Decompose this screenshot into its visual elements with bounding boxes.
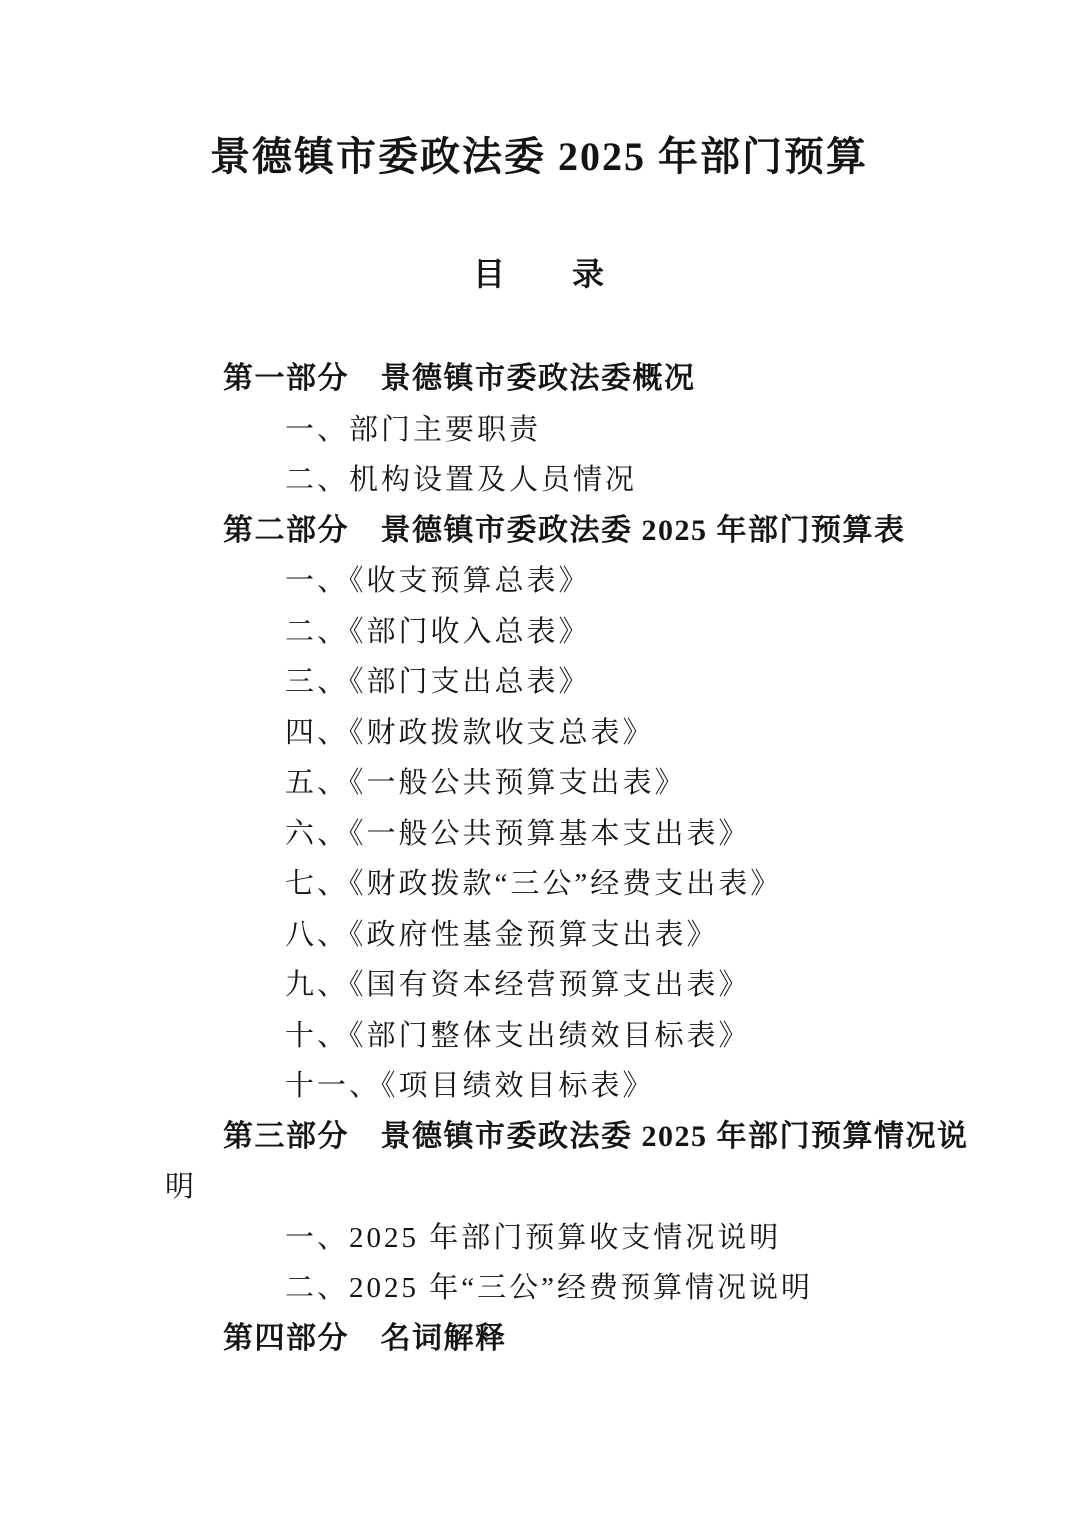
toc-item-2-5: 五、《一般公共预算支出表》 (285, 767, 687, 799)
toc-item-2-3: 三、《部门支出总表》 (285, 666, 591, 698)
toc-item-2-4: 四、《财政拨款收支总表》 (285, 716, 655, 749)
toc-section-part3-line1: 第三部分 景德镇市委政法委 2025 年部门预算情况说 (223, 1119, 969, 1153)
toc-item-2-7: 七、《财政拨款“三公”经费支出表》 (285, 868, 783, 900)
toc-list (165, 354, 969, 1364)
toc-item-3-2: 二、2025 年“三公”经费预算情况说明 (285, 1272, 813, 1304)
toc-item-2-9: 九、《国有资本经营预算支出表》 (285, 969, 751, 1001)
toc-item-2-10: 十、《部门整体支出绩效目标表》 (285, 1019, 751, 1052)
toc-item-1-2: 二、机构设置及人员情况 (285, 464, 638, 496)
toc-item-2-6: 六、《一般公共预算基本支出表》 (285, 817, 751, 850)
toc-section-part1: 第一部分 景德镇市委政法委概况 (223, 362, 696, 395)
toc-section-part2: 第二部分 景德镇市委政法委 2025 年部门预算表 (223, 513, 906, 547)
toc-section-part3-wrap: 明 (165, 1171, 198, 1203)
document-title: 景德镇市委政法委 2025 年部门预算 (210, 134, 868, 179)
toc-item-2-2: 二、《部门收入总表》 (285, 615, 591, 648)
toc-item-2-8: 八、《政府性基金预算支出表》 (285, 918, 719, 951)
toc-item-2-11: 十一、《项目绩效目标表》 (285, 1070, 655, 1102)
toc-item-3-1: 一、2025 年部门预算收支情况说明 (285, 1221, 782, 1254)
toc-heading: 目 录 (472, 256, 605, 292)
toc-section-part4: 第四部分 名词解释 (223, 1321, 507, 1355)
toc-item-2-1: 一、《收支预算总表》 (285, 565, 591, 597)
toc-item-1-1: 一、部门主要职责 (285, 413, 542, 446)
